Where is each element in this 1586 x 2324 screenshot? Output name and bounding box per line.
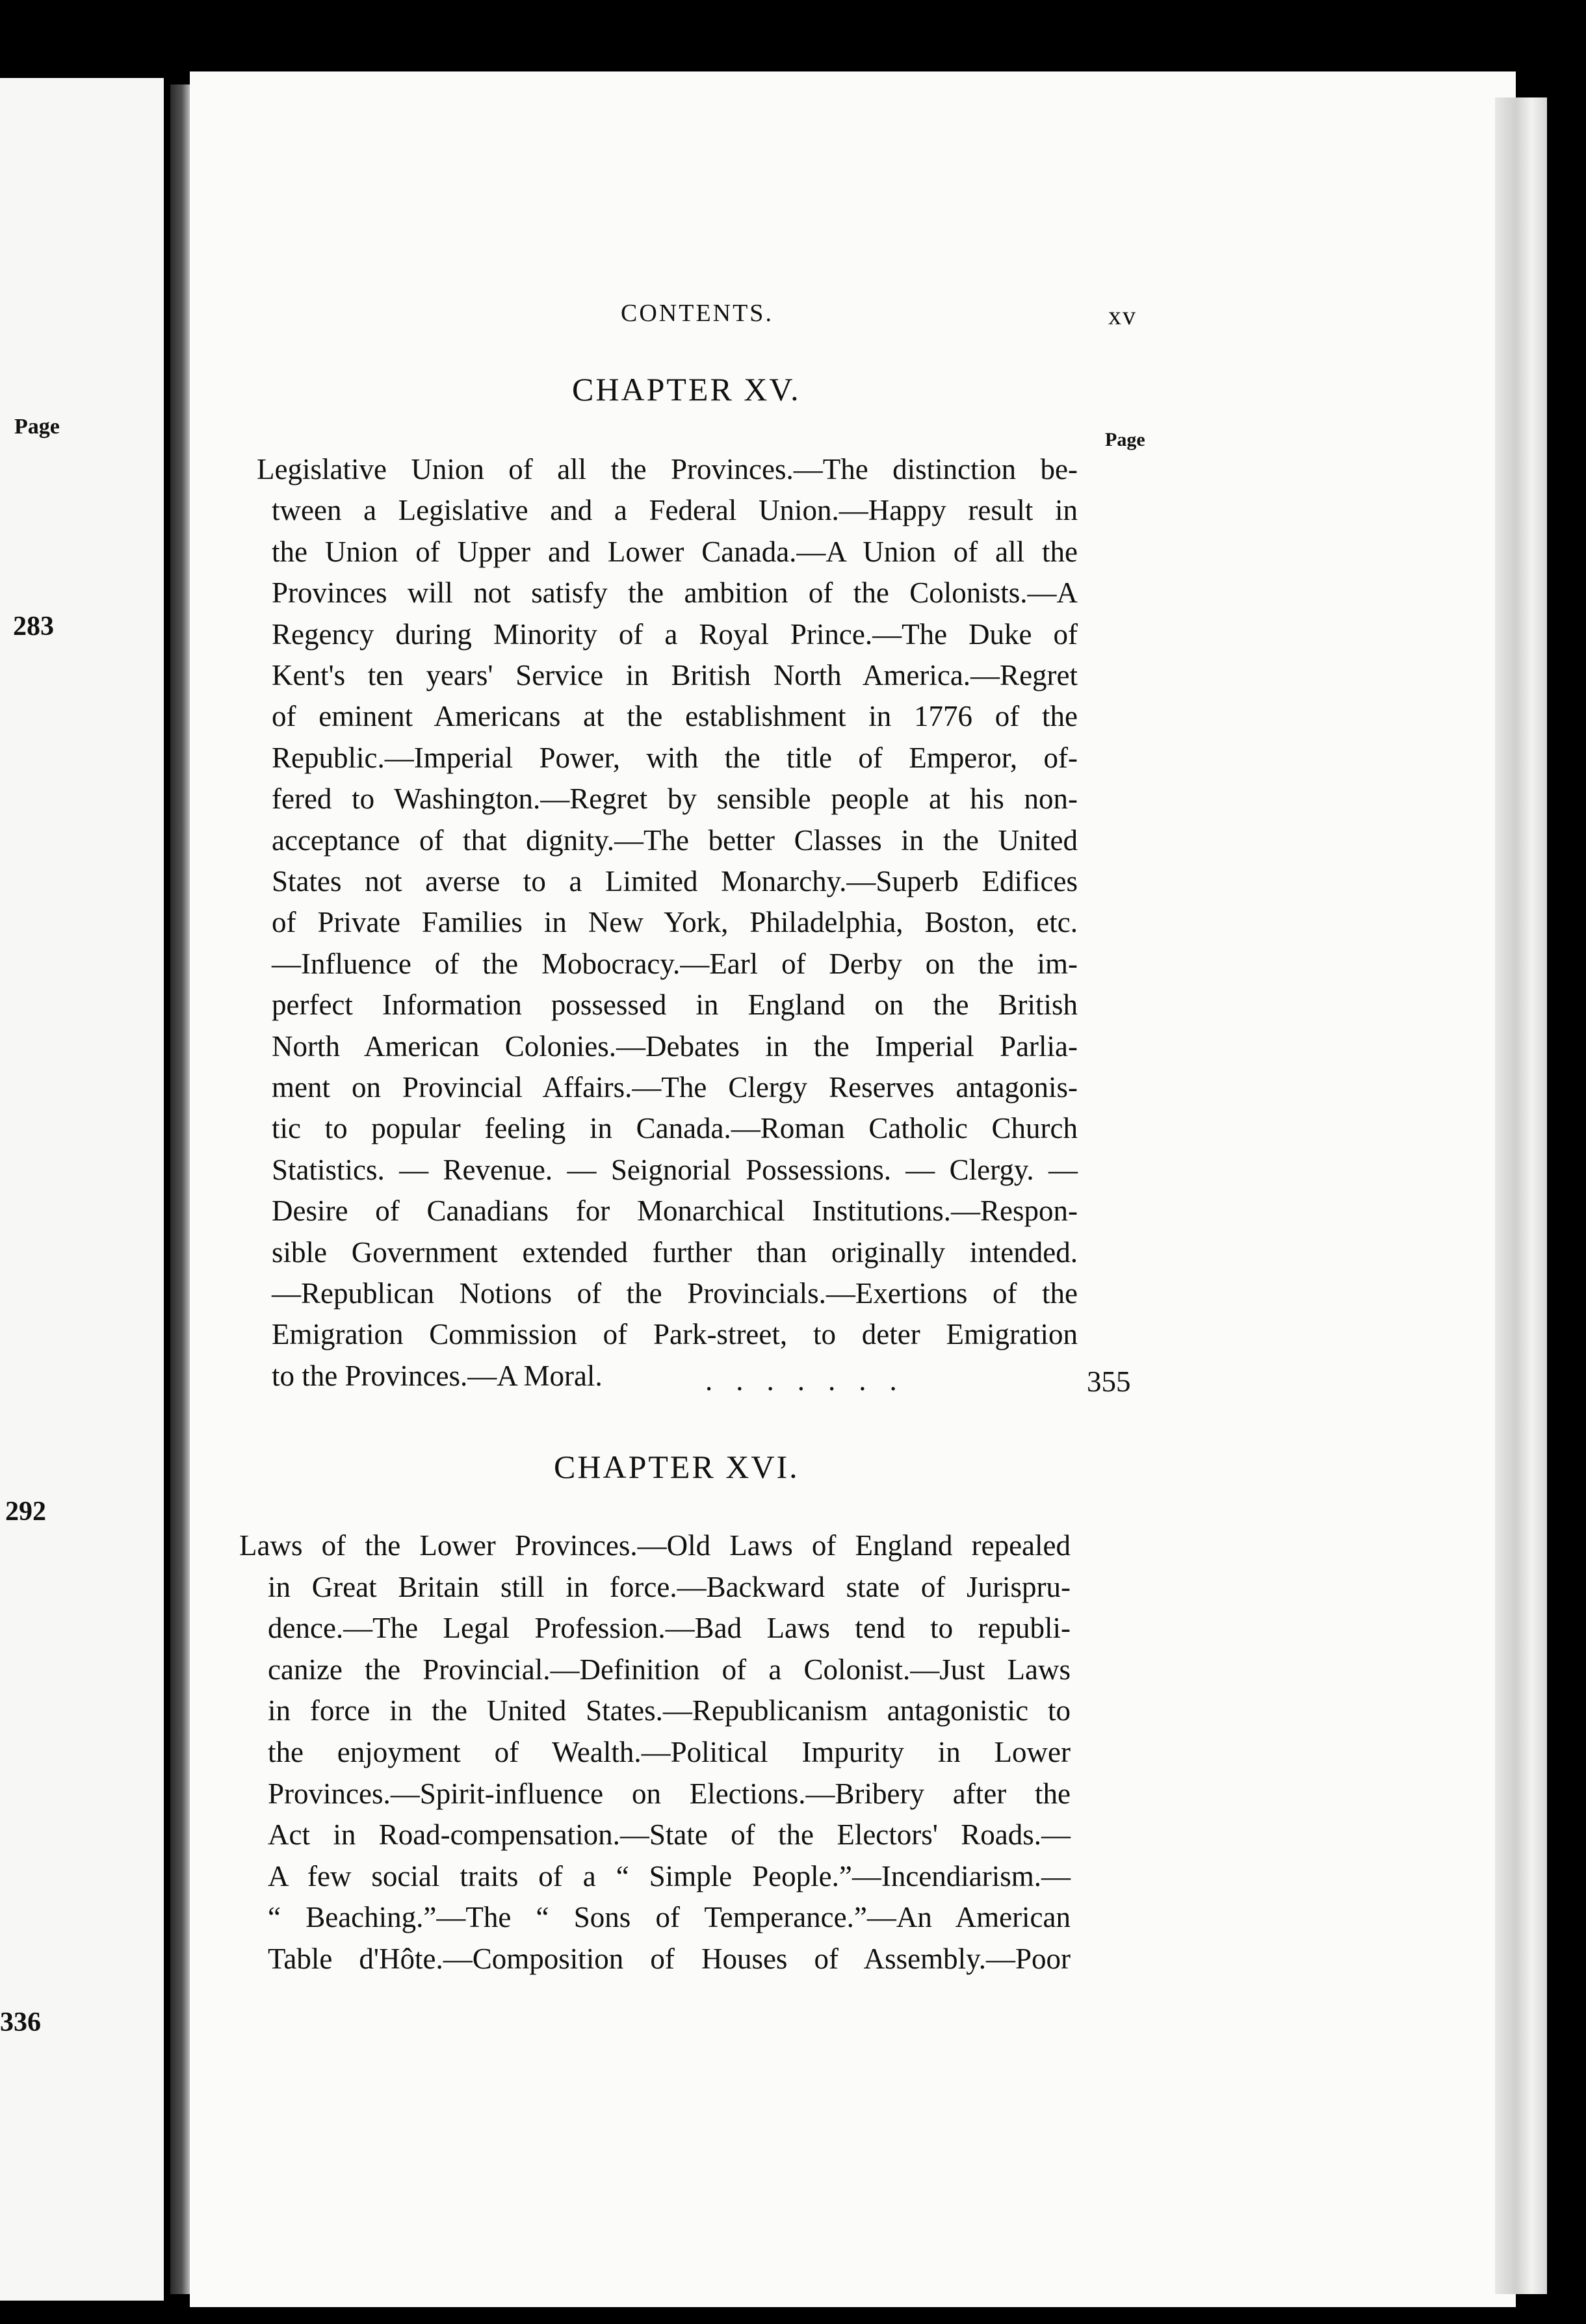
page-number: xv	[1108, 301, 1137, 330]
synopsis-line: tween a Legislative and a Federal Union.—Happy result in	[272, 494, 1078, 527]
synopsis-line: —Republican Notions of the Provincials.—Exertions of the	[272, 1277, 1078, 1310]
synopsis-line: the enjoyment of Wealth.—Political Impurity in Lower	[268, 1736, 1071, 1768]
chapter-heading: CHAPTER XV.	[572, 371, 801, 407]
synopsis-line: in Great Britain still in force.—Backward state of Jurispru-	[268, 1570, 1071, 1603]
synopsis-line: fered to Washington.—Regret by sensible people at his non-	[272, 782, 1078, 816]
page-edge	[1495, 97, 1547, 2294]
synopsis-line: Emigration Commission of Park-street, to deter Emigration	[272, 1318, 1078, 1351]
synopsis-line: Act in Road-compensation.—State of the Electors' Roads.—	[268, 1818, 1071, 1852]
facing-page-number: 336	[0, 2008, 41, 2037]
page-column-label: Page	[1105, 429, 1145, 450]
synopsis-line: Republic.—Imperial Power, with the title of Emperor, of-	[272, 741, 1078, 774]
facing-page-number: 292	[5, 1497, 46, 1527]
synopsis-line: in force in the United States.—Republicanism antagonistic to	[268, 1694, 1071, 1727]
synopsis-line: Laws of the Lower Provinces.—Old Laws of England repealed	[239, 1529, 1071, 1562]
synopsis-line: Provinces will not satisfy the ambition of the Colonists.—A	[272, 576, 1078, 610]
synopsis-line: States not averse to a Limited Monarchy.—Superb Edifices	[272, 865, 1078, 897]
synopsis-line: Provinces.—Spirit-influence on Elections.—Bribery after the	[268, 1777, 1071, 1810]
synopsis-line: “ Beaching.”—The “ Sons of Temperance.”—An American	[268, 1901, 1071, 1934]
synopsis-line: acceptance of that dignity.—The better Classes in the United	[272, 823, 1078, 857]
synopsis-line: Table d'Hôte.—Composition of Houses of Assembly.—Poor	[268, 1943, 1071, 1975]
synopsis-line: to the Provinces.—A Moral.	[272, 1359, 603, 1392]
synopsis-line: A few social traits of a “ Simple People.”—Incendiarism.—	[268, 1859, 1071, 1892]
synopsis-line: sible Government extended further than originally intended.	[272, 1235, 1078, 1269]
synopsis-line: of Private Families in New York, Philadelphia, Boston, etc.	[272, 906, 1078, 939]
synopsis-line: ment on Provincial Affairs.—The Clergy Reserves antagonis-	[272, 1071, 1078, 1104]
synopsis-line: Legislative Union of all the Provinces.—The distinction be-	[257, 453, 1078, 485]
synopsis-line: North American Colonies.—Debates in the Imperial Parlia-	[272, 1029, 1078, 1063]
facing-page-number: 283	[13, 612, 54, 641]
chapter-page-ref: 355	[1087, 1365, 1131, 1398]
synopsis-line: —Influence of the Mobocracy.—Earl of Derby on the im-	[272, 947, 1078, 980]
running-head: CONTENTS.	[621, 300, 774, 327]
synopsis-line: dence.—The Legal Profession.—Bad Laws tend to republi-	[268, 1612, 1071, 1645]
synopsis-line: canize the Provincial.—Definition of a Colonist.—Just Laws	[268, 1653, 1071, 1686]
synopsis-line: Desire of Canadians for Monarchical Institutions.—Respon-	[272, 1194, 1078, 1228]
synopsis-line: Kent's ten years' Service in British North America.—Regret	[272, 659, 1078, 691]
synopsis-line: Statistics. — Revenue. — Seignorial Possessions. — Clergy. —	[272, 1153, 1078, 1186]
facing-page-label: Page	[14, 415, 60, 439]
synopsis-line: Regency during Minority of a Royal Prince.—The Duke of	[272, 617, 1078, 651]
synopsis-line: of eminent Americans at the establishment in 1776 of the	[272, 700, 1078, 733]
chapter-heading: CHAPTER XVI.	[554, 1449, 800, 1485]
synopsis-line: the Union of Upper and Lower Canada.—A Union of all the	[272, 535, 1078, 568]
synopsis-line: perfect Information possessed in England on the British	[272, 988, 1078, 1022]
book-gutter	[170, 84, 190, 2294]
dot-leader: .......	[705, 1364, 920, 1397]
facing-page	[0, 78, 164, 2301]
synopsis-line: tic to popular feeling in Canada.—Roman Catholic Church	[272, 1112, 1078, 1145]
